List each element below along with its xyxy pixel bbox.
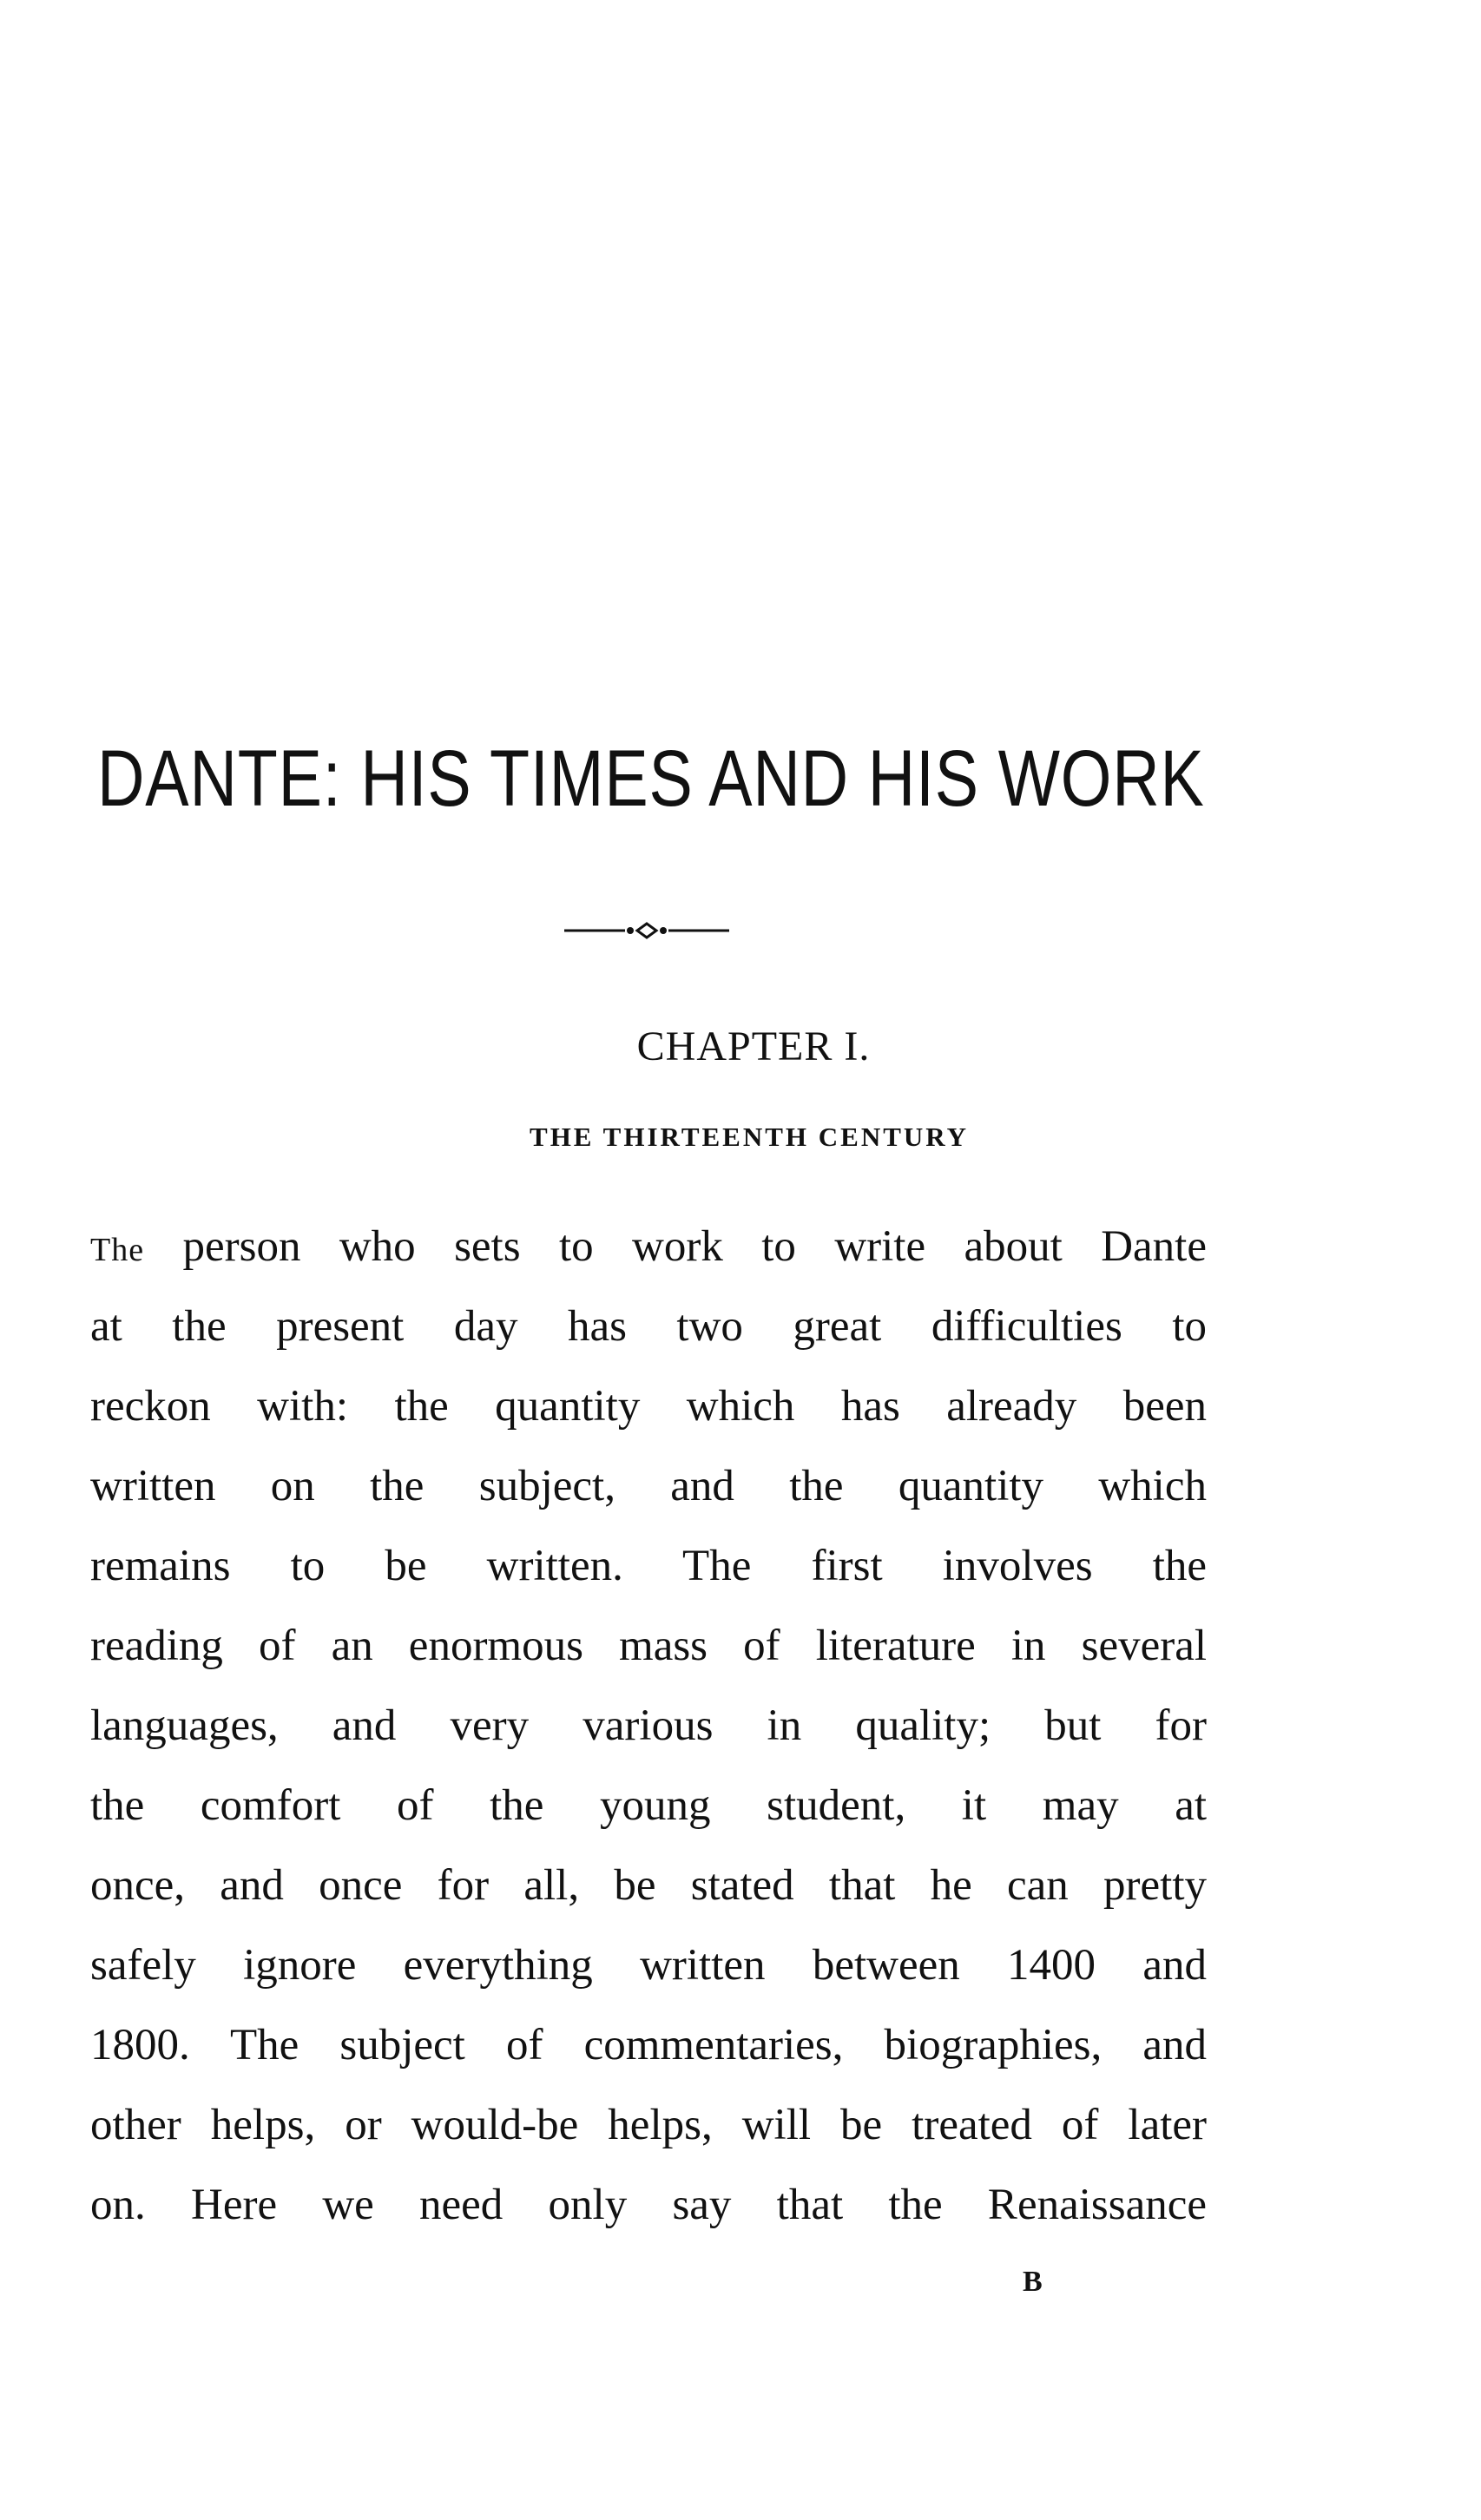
- text-line: the comfort of the young student, it may at: [90, 1781, 1207, 1830]
- text-line: 1800. The subject of commentaries, biographies, and: [90, 2021, 1207, 2069]
- chapter-heading: CHAPTER I.: [636, 1023, 871, 1069]
- text-line: other helps, or would-be helps, will be treated of later: [90, 2101, 1207, 2149]
- text-line: reckon with: the quantity which has already been: [90, 1382, 1207, 1431]
- signature-mark: B: [1023, 2266, 1043, 2298]
- book-title: DANTE: HIS TIMES AND HIS WORK: [97, 734, 1205, 823]
- text-line: at the present day has two great difficulties to: [90, 1302, 1207, 1351]
- text-line: [90, 1207, 1207, 1286]
- chapter-subtitle: THE THIRTEENTH CENTURY: [530, 1122, 969, 1152]
- text-line: languages, and very various in quality; but for: [90, 1701, 1207, 1750]
- text-line: on. Here we need only say that the Renaissance: [90, 2181, 1207, 2229]
- text-line-rest: person who sets to work to write about Dante: [144, 1222, 1207, 1271]
- text-line: reading of an enormous mass of literature in several: [90, 1622, 1207, 1670]
- text-line: safely ignore everything written between 1400 and: [90, 1941, 1207, 1990]
- text-line: remains to be written. The first involves the: [90, 1542, 1207, 1590]
- divider-ornament-icon: [564, 920, 729, 941]
- text-line: once, and once for all, be stated that he can pretty: [90, 1861, 1207, 1910]
- body-text: [90, 1207, 1207, 2245]
- drop-word: The: [90, 1232, 145, 1268]
- text-line: written on the subject, and the quantity which: [90, 1462, 1207, 1510]
